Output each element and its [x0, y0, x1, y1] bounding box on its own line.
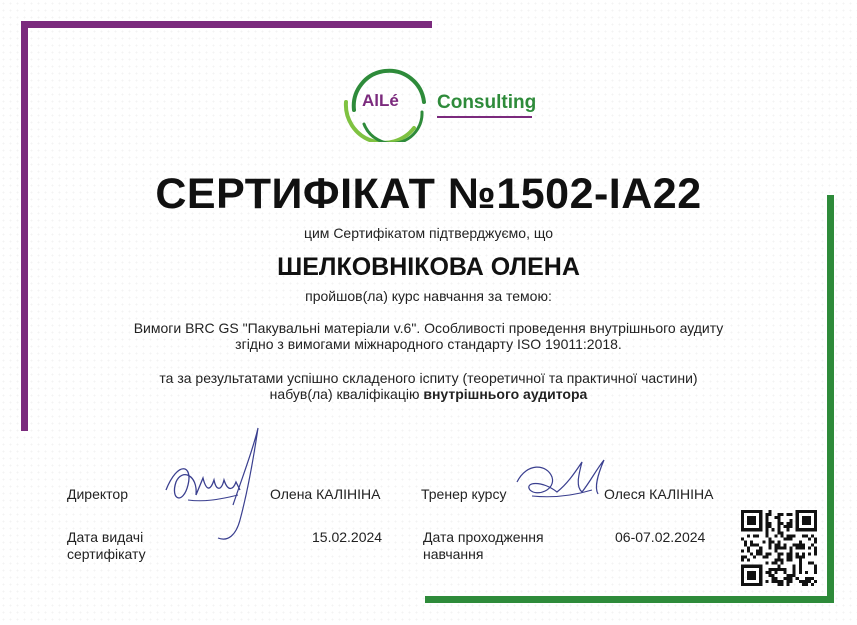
- course-intro: пройшов(ла) курс навчання за темою:: [305, 288, 552, 304]
- logo-mark-text: AlLé: [362, 91, 399, 110]
- purple-frame-top: [21, 21, 432, 28]
- director-signature: [158, 420, 268, 545]
- training-date-label-1: Дата проходження: [423, 529, 544, 545]
- logo-underline: [437, 116, 532, 118]
- trainer-label: Тренер курсу: [421, 486, 507, 502]
- issue-date-label-2: сертифікату: [67, 546, 146, 562]
- training-date-label-2: навчання: [423, 546, 484, 562]
- confirm-line: цим Сертифікатом підтверджуємо, що: [303, 225, 554, 241]
- qr-code-icon[interactable]: [741, 510, 817, 586]
- training-date-value: 06-07.02.2024: [615, 529, 706, 545]
- director-name: Олена КАЛІНІНА: [270, 486, 381, 502]
- issue-date-label-1: Дата видачі: [67, 529, 144, 545]
- topic-line-2: згідно з вимогами міжнародного стандарту ISO 19011:2018.: [235, 336, 622, 352]
- result-line-2: [0, 386, 857, 402]
- recipient-name: ШЕЛКОВНІКОВА ОЛЕНА: [277, 253, 580, 281]
- trainer-name: Олеся КАЛІНІНА: [604, 486, 714, 502]
- result-line-2-prefix: набув(ла) кваліфікацію: [269, 386, 424, 402]
- green-frame-bottom: [425, 596, 834, 603]
- director-label: Директор: [67, 486, 128, 502]
- trainer-signature: [512, 452, 612, 507]
- certificate-title: СЕРТИФІКАТ №1502-IA22: [155, 170, 702, 218]
- issue-date-value: 15.02.2024: [312, 529, 383, 545]
- topic-line-1: Вимоги BRC GS "Пакувальні матеріали v.6". Особливості проведення внутрішнього аудиту: [133, 320, 724, 336]
- qualification-text: внутрішнього аудитора: [423, 386, 588, 402]
- logo-consulting-text: Consulting: [437, 92, 537, 113]
- result-line-1: та за результатами успішно складеного іспиту (теоретичної та практичної частини): [159, 370, 698, 386]
